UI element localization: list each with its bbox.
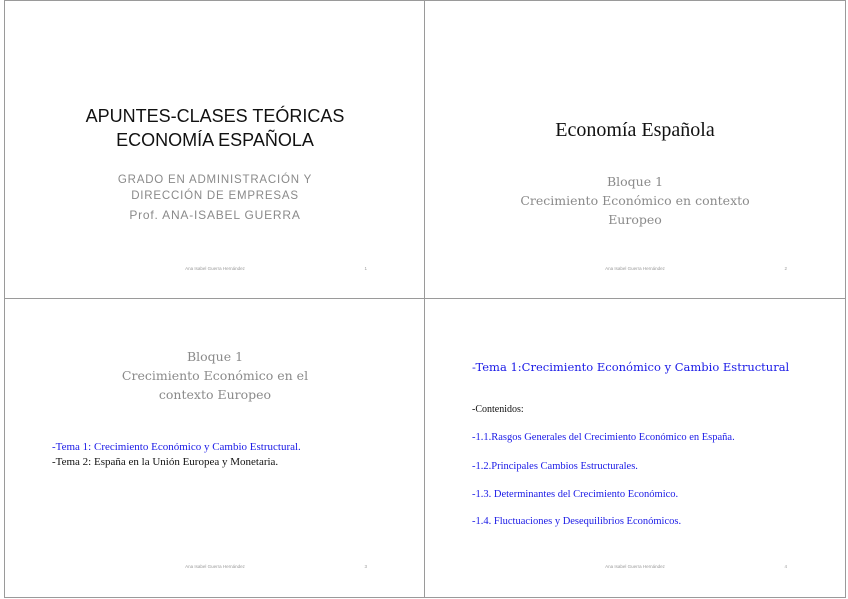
slide-2-subtitle-line-3: Europeo: [608, 212, 662, 227]
slide-4-item-1: -1.1.Rasgos Generales del Crecimiento Económico en España.: [472, 432, 735, 443]
slide-3-topic-1: -Tema 1: Crecimiento Económico y Cambio Estructural.: [52, 441, 301, 453]
slide-4-heading: -Tema 1:Crecimiento Económico y Cambio Estructural: [472, 360, 790, 374]
slide-1-title: [5, 104, 425, 152]
slide-2: [424, 0, 846, 300]
slide-4-item-3: -1.3. Determinantes del Crecimiento Económico.: [472, 489, 679, 500]
slide-3-heading-line-2: Crecimiento Económico en el: [121, 368, 309, 383]
slide-3-topic-2: -Tema 2: España en la Unión Europea y Monetaria.: [52, 456, 279, 468]
slide-3-heading: [5, 347, 425, 404]
slide-2-subtitle: [425, 172, 845, 229]
slide-4-footer-name: Ana Isabel Guerra Hernández: [605, 564, 665, 569]
slide-3: [4, 298, 426, 598]
slide-2-footer-name: Ana Isabel Guerra Hernández: [605, 266, 665, 271]
slide-2-page-number: 2: [784, 266, 787, 271]
slide-3-topic-list: [52, 440, 301, 470]
slide-3-heading-line-3: contexto Europeo: [158, 387, 272, 402]
slide-3-page-number: 3: [364, 564, 367, 569]
slide-1: [4, 0, 426, 300]
slide-1-footer-name: Ana Isabel Guerra Hernández: [185, 266, 245, 271]
slide-2-title: Economía Española: [555, 119, 715, 141]
slide-3-heading-line-1: Bloque 1: [186, 349, 244, 364]
slide-4: [424, 298, 846, 598]
slide-2-subtitle-line-1: Bloque 1: [606, 174, 664, 189]
slide-1-page-number: 1: [364, 266, 367, 271]
slide-1-title-line-1: APUNTES-CLASES TEÓRICAS: [85, 106, 345, 126]
slide-1-subtitle-line-2: DIRECCIÓN DE EMPRESAS: [131, 190, 299, 202]
slide-4-contents-label: -Contenidos:: [472, 404, 524, 415]
slide-4-item-4: -1.4. Fluctuaciones y Desequilibrios Económicos.: [472, 516, 682, 527]
slide-4-item-2: -1.2.Principales Cambios Estructurales.: [472, 461, 638, 472]
slide-1-subtitle: [5, 172, 425, 223]
slide-1-subtitle-line-3: Prof. ANA-ISABEL GUERRA: [129, 208, 301, 222]
slide-3-footer-name: Ana Isabel Guerra Hernández: [185, 564, 245, 569]
slide-4-page-number: 4: [784, 564, 787, 569]
slide-1-title-line-2: ECONOMÍA ESPAÑOLA: [116, 130, 314, 150]
slide-2-subtitle-line-2: Crecimiento Económico en contexto: [520, 193, 750, 208]
slide-1-subtitle-line-1: GRADO EN ADMINISTRACIÓN Y: [117, 174, 313, 186]
